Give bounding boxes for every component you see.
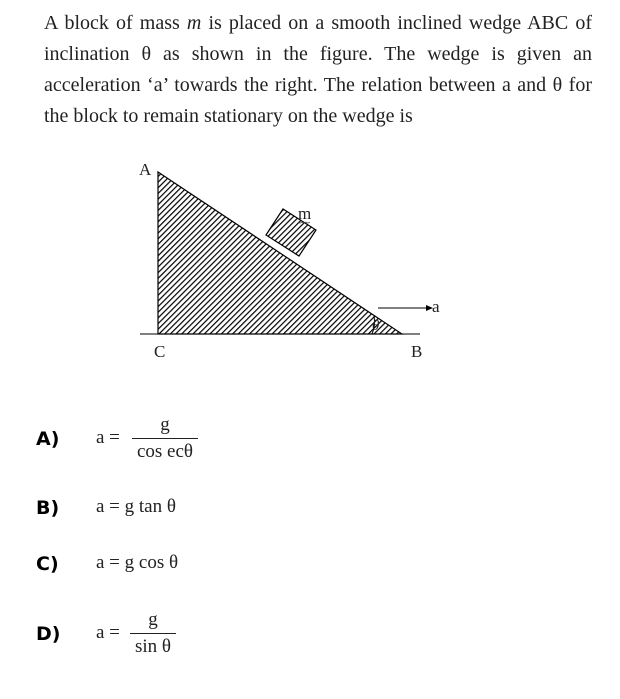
label-A: A	[139, 160, 152, 179]
option-a-fraction	[132, 414, 198, 463]
wedge-triangle	[158, 172, 402, 334]
option-a-prefix: a =	[96, 427, 120, 448]
label-B: B	[411, 342, 423, 361]
label-m: m	[298, 204, 312, 223]
option-c-letter: C)	[36, 553, 59, 575]
label-a: a	[432, 297, 440, 316]
option-b-letter: B)	[36, 497, 60, 519]
question-part-2: is placed on a smooth inclined wedge ABC of inclination θ as shown in the figure. The wedge is given an acceleration ‘a’ towards the right. The relation between a and θ for the block to remain stationary on the wedge is	[44, 12, 592, 127]
option-d-prefix: a =	[96, 622, 120, 643]
option-a-fraction-bar	[132, 438, 198, 439]
question-part-1: A block of mass	[44, 12, 187, 34]
label-theta: θ	[372, 318, 380, 334]
option-d-fraction-bar	[130, 633, 176, 634]
option-c-expression: a = g cos θ	[96, 552, 179, 573]
option-d-denominator: sin θ	[134, 636, 172, 657]
option-a-letter: A)	[36, 428, 60, 450]
option-d-letter: D)	[36, 623, 61, 645]
mass-symbol: m	[186, 12, 202, 34]
acceleration-arrow	[378, 305, 433, 311]
option-b-expression: a = g tan θ	[96, 496, 176, 517]
option-a-numerator: g	[160, 414, 170, 435]
option-d-fraction	[130, 609, 176, 658]
option-d-numerator: g	[148, 609, 158, 630]
option-a-denominator: cos ecθ	[136, 441, 194, 462]
label-C: C	[154, 342, 166, 361]
